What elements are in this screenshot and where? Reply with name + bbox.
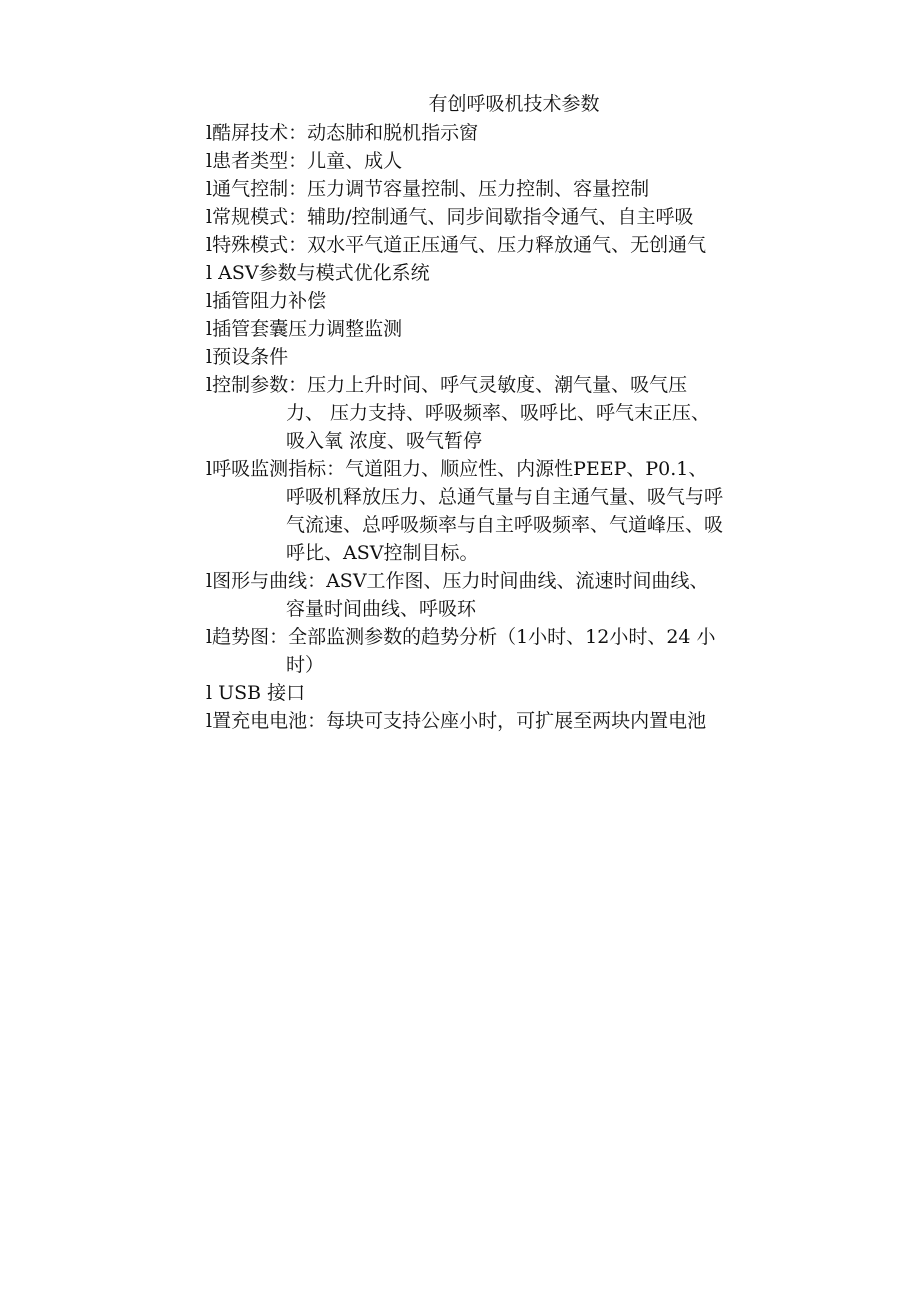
parameter-item-text: l呼吸监测指标：气道阻力、顺应性、内源性PEEP、P0.1、 bbox=[206, 458, 708, 480]
parameter-item bbox=[206, 371, 790, 455]
parameter-item-text: l ASV参数与模式优化系统 bbox=[206, 262, 430, 284]
parameter-item bbox=[206, 623, 790, 679]
parameter-item bbox=[206, 119, 790, 147]
parameter-item-continuation: 时） bbox=[286, 654, 325, 676]
parameter-item-continuation: 吸入氧 浓度、吸气暂停 bbox=[286, 430, 483, 452]
parameter-item-text: l酷屏技术：动态肺和脱机指示窗 bbox=[206, 122, 479, 144]
parameter-item-continuation: 力、 压力支持、呼吸频率、吸呼比、呼气末正压、 bbox=[286, 402, 711, 424]
parameter-item bbox=[206, 679, 790, 707]
parameter-item bbox=[206, 175, 790, 203]
parameter-item bbox=[206, 203, 790, 231]
parameter-item-text: l图形与曲线：ASV工作图、压力时间曲线、流速时间曲线、 bbox=[206, 570, 709, 592]
parameter-item-text: l插管阻力补偿 bbox=[206, 290, 327, 312]
parameter-item-continuation: 容量时间曲线、呼吸环 bbox=[286, 598, 477, 620]
parameter-item-text: l患者类型：儿童、成人 bbox=[206, 150, 403, 172]
parameter-list bbox=[206, 119, 790, 735]
parameter-item-text: l插管套囊压力调整监测 bbox=[206, 318, 403, 340]
parameter-item-continuation: 呼吸机释放压力、总通气量与自主通气量、吸气与呼 bbox=[286, 486, 724, 508]
parameter-item bbox=[206, 259, 790, 287]
parameter-item bbox=[206, 707, 790, 735]
parameter-item-text: l趋势图：全部监测参数的趋势分析（1小时、12小时、24 小 bbox=[206, 626, 716, 648]
document-title: 有创呼吸机技术参数 bbox=[428, 93, 600, 115]
parameter-item bbox=[206, 343, 790, 371]
parameter-item bbox=[206, 567, 790, 623]
parameter-item-continuation: 气流速、总呼吸频率与自主呼吸频率、气道峰压、吸 bbox=[286, 514, 724, 536]
parameter-item-continuation: 呼比、ASV控制目标。 bbox=[286, 542, 479, 564]
parameter-item-text: l置充电电池：每块可支持公座小时，可扩展至两块内置电池 bbox=[206, 710, 707, 732]
parameter-item-text: l USB 接口 bbox=[206, 682, 306, 704]
parameter-item bbox=[206, 231, 790, 259]
parameter-item-text: l常规模式：辅助/控制通气、同步间歇指令通气、自主呼吸 bbox=[206, 206, 694, 228]
parameter-item bbox=[206, 455, 790, 567]
parameter-item bbox=[206, 287, 790, 315]
parameter-item-text: l预设条件 bbox=[206, 346, 289, 368]
parameter-item-text: l特殊模式：双水平气道正压通气、压力释放通气、无创通气 bbox=[206, 234, 707, 256]
parameter-item-text: l通气控制：压力调节容量控制、压力控制、容量控制 bbox=[206, 178, 650, 200]
parameter-item bbox=[206, 147, 790, 175]
parameter-item-text: l控制参数：压力上升时间、呼气灵敏度、潮气量、吸气压 bbox=[206, 374, 688, 396]
parameter-item bbox=[206, 315, 790, 343]
